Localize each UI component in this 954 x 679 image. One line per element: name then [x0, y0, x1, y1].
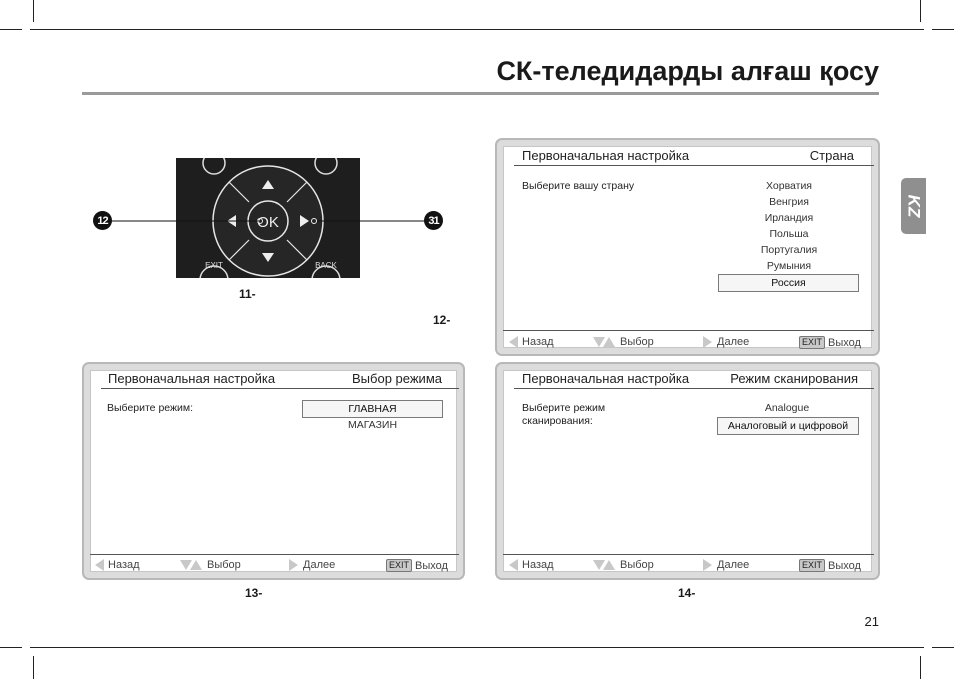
page-number: 21	[864, 614, 879, 629]
select-hint-label: Выбор	[207, 559, 241, 571]
right-arrow-icon	[703, 336, 712, 348]
country-option[interactable]: Румыния	[766, 260, 812, 272]
mode-option[interactable]: МАГАЗИН	[347, 419, 398, 431]
figure-12-label: 12-	[433, 313, 451, 327]
exit-hint	[386, 559, 448, 572]
back-hint	[509, 336, 554, 348]
country-header-right: Страна	[809, 148, 854, 163]
next-hint-label: Далее	[717, 559, 750, 571]
select-hint	[593, 559, 654, 571]
next-hint-label: Далее	[303, 559, 336, 571]
country-header-left: Первоначальная настройка	[522, 148, 690, 163]
footer-divider	[90, 554, 459, 555]
country-option[interactable]: Польша	[769, 228, 809, 240]
country-screen	[497, 140, 878, 354]
exit-hint-label: Выход	[415, 559, 448, 572]
next-hint-label: Далее	[717, 336, 750, 348]
country-option[interactable]: Венгрия	[769, 196, 809, 208]
header-divider	[514, 388, 874, 389]
right-arrow-icon	[289, 559, 298, 571]
header-divider	[101, 388, 459, 389]
back-hint-label: Назад	[108, 559, 140, 571]
next-hint	[703, 336, 749, 348]
callout-31: 31	[424, 211, 443, 230]
left-arrow-icon	[509, 336, 518, 348]
scan-header-right: Режим сканирования	[730, 371, 858, 386]
next-hint	[703, 559, 749, 571]
up-down-arrows-icon	[593, 560, 615, 570]
figure-11-label: 11-	[239, 287, 256, 301]
country-prompt: Выберите вашу страну	[522, 180, 635, 192]
ok-label: OK	[257, 214, 279, 231]
country-option[interactable]: Португалия	[760, 244, 818, 256]
back-hint	[509, 559, 554, 571]
back-hint-label: Назад	[522, 336, 554, 348]
up-down-arrows-icon	[180, 560, 202, 570]
exit-label: EXIT	[205, 261, 223, 270]
mode-prompt: Выберите режим:	[107, 402, 194, 414]
callout-12: 12	[93, 211, 112, 230]
figure-13-label: 13-	[245, 586, 263, 600]
select-hint	[180, 559, 241, 571]
exit-hint-label: Выход	[828, 336, 861, 349]
scan-header-left: Первоначальная настройка	[522, 371, 690, 386]
left-arrow-icon	[95, 559, 104, 571]
mode-option-selected[interactable]: ГЛАВНАЯ	[302, 400, 443, 418]
country-option[interactable]: Хорватия	[766, 180, 812, 192]
footer-divider	[503, 554, 874, 555]
select-hint-label: Выбор	[620, 559, 654, 571]
country-option[interactable]: Ирландия	[764, 212, 814, 224]
footer-divider	[503, 330, 874, 331]
scan-option-selected[interactable]: Аналоговый и цифровой	[717, 417, 859, 435]
select-hint	[593, 336, 654, 348]
scan-screen	[497, 364, 878, 578]
select-hint-label: Выбор	[620, 336, 654, 348]
mode-header-right: Выбор режима	[352, 371, 442, 386]
exit-hint	[799, 336, 861, 349]
exit-hint-label: Выход	[828, 559, 861, 572]
exit-badge: EXIT	[799, 559, 825, 572]
mode-header-left: Первоначальная настройка	[108, 371, 276, 386]
scan-option[interactable]: Analogue	[764, 402, 810, 414]
figure-14-label: 14-	[678, 586, 696, 600]
header-divider	[514, 165, 874, 166]
right-arrow-icon	[703, 559, 712, 571]
exit-hint	[799, 559, 861, 572]
exit-badge: EXIT	[386, 559, 412, 572]
country-option-selected[interactable]: Россия	[718, 274, 859, 292]
scan-prompt-line2: сканирования:	[522, 415, 593, 427]
language-tab-label: KZ	[904, 194, 924, 218]
exit-badge: EXIT	[799, 336, 825, 349]
next-hint	[289, 559, 335, 571]
scan-prompt-line1: Выберите режим	[522, 402, 606, 414]
back-hint	[95, 559, 140, 571]
back-label: BACK	[315, 261, 337, 270]
up-down-arrows-icon	[593, 337, 615, 347]
mode-screen	[84, 364, 463, 578]
left-arrow-icon	[509, 559, 518, 571]
back-hint-label: Назад	[522, 559, 554, 571]
page-title: СК-теледидарды алғаш қосу	[496, 56, 879, 86]
